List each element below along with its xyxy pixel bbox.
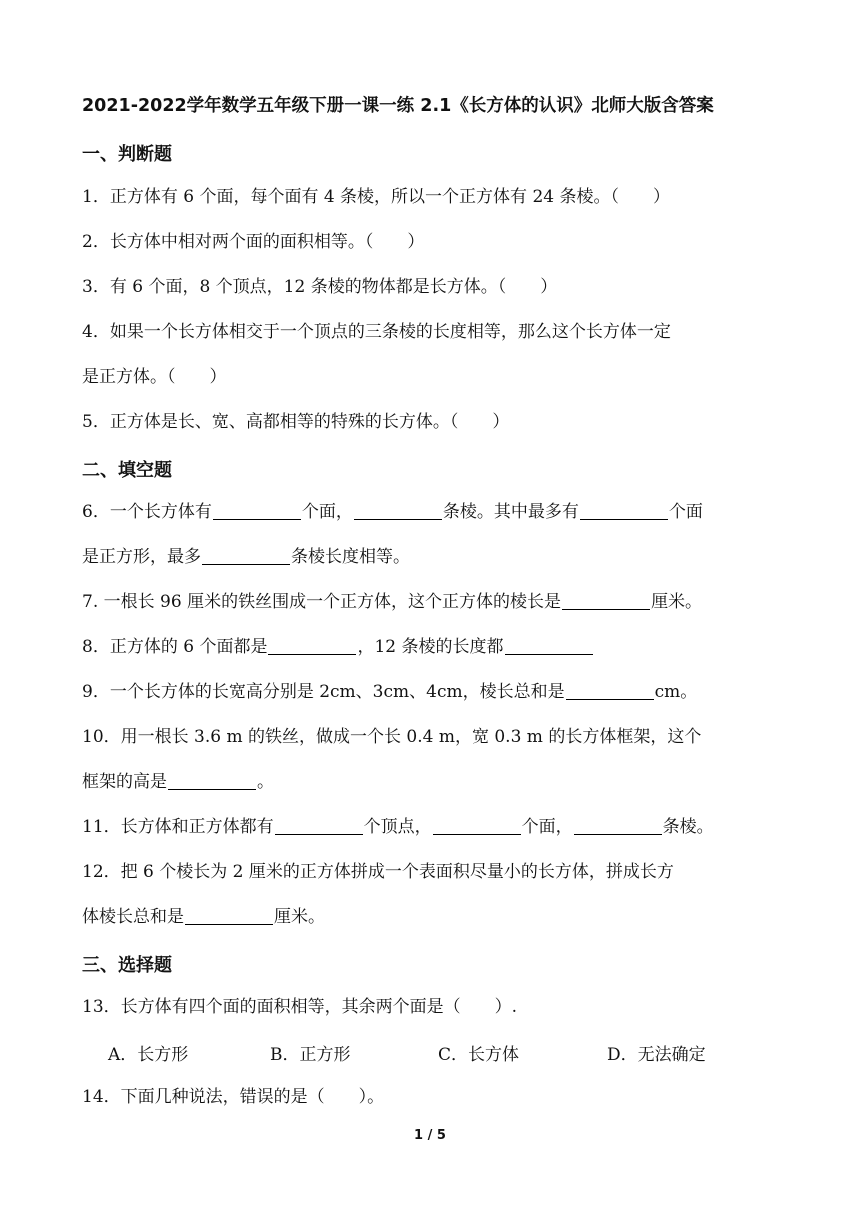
page-number: 1 / 5 [414, 1128, 446, 1143]
question-12-line-2 [82, 906, 325, 928]
question-5: 5．正方体是长、宽、高都相等的特殊的长方体。（ ） [82, 412, 510, 432]
question-8-text: ，12 条棱的长度都 [357, 637, 504, 657]
question-10-line-2 [82, 771, 274, 793]
answer-blank[interactable] [213, 501, 301, 520]
question-6-line-2 [82, 546, 410, 568]
answer-blank[interactable] [574, 816, 662, 835]
document-title: 2021-2022学年数学五年级下册一课一练 2.1《长方体的认识》北师大版含答案 [82, 96, 714, 116]
section-true-false: 一、判断题 [82, 144, 172, 165]
answer-blank[interactable] [275, 816, 363, 835]
question-10-text: 。 [257, 772, 274, 792]
question-11-text: 个顶点， [363, 817, 432, 837]
answer-blank[interactable] [580, 501, 668, 520]
question-6-text: 条棱长度相等。 [291, 547, 410, 567]
question-11-text: 个面， [521, 817, 573, 837]
question-7-text: 厘米。 [651, 592, 703, 612]
answer-blank[interactable] [268, 636, 356, 655]
question-4-line-1: 4．如果一个长方体相交于一个顶点的三条棱的长度相等，那么这个长方体一定 [82, 322, 671, 342]
question-12-line-1: 12．把 6 个棱长为 2 厘米的正方体拼成一个表面积尽量小的长方体，拼成长方 [82, 862, 674, 882]
answer-blank[interactable] [566, 681, 654, 700]
answer-blank[interactable] [433, 816, 521, 835]
question-7-text: 7. 一根长 96 厘米的铁丝围成一个正方体，这个正方体的棱长是 [82, 592, 562, 612]
question-6-text: 6．一个长方体有 [82, 502, 212, 522]
question-10-text: 框架的高是 [82, 772, 167, 792]
question-6-text: 条棱。其中最多有 [442, 502, 579, 522]
question-1: 1．正方体有 6 个面，每个面有 4 条棱，所以一个正方体有 24 条棱。（ ） [82, 187, 671, 207]
question-8-text: 8．正方体的 6 个面都是 [82, 637, 268, 657]
question-12-text: 厘米。 [274, 907, 325, 927]
question-4-line-2: 是正方体。（ ） [82, 367, 227, 387]
question-12-text: 体棱长总和是 [82, 907, 184, 927]
option-a[interactable]: A．长方形 [108, 1045, 189, 1065]
question-11-text: 11．长方体和正方体都有 [82, 817, 274, 837]
question-9 [82, 681, 697, 703]
answer-blank[interactable] [562, 591, 650, 610]
question-6-text: 个面， [301, 502, 353, 522]
question-14: 14．下面几种说法，错误的是（ ）。 [82, 1087, 385, 1107]
question-3: 3．有 6 个面，8 个顶点，12 条棱的物体都是长方体。（ ） [82, 277, 558, 297]
option-d[interactable]: D．无法确定 [607, 1045, 706, 1065]
section-multiple-choice: 三、选择题 [82, 955, 172, 976]
question-6-line-1 [82, 501, 703, 523]
question-13: 13．长方体有四个面的面积相等，其余两个面是（ ）. [82, 997, 518, 1017]
answer-blank[interactable] [202, 546, 290, 565]
answer-blank[interactable] [168, 771, 256, 790]
question-9-text: cm。 [654, 682, 698, 702]
option-b[interactable]: B．正方形 [270, 1045, 351, 1065]
question-2: 2．长方体中相对两个面的面积相等。（ ） [82, 232, 425, 252]
answer-blank[interactable] [354, 501, 442, 520]
question-11 [82, 816, 714, 838]
option-c[interactable]: C．长方体 [438, 1045, 520, 1065]
section-fill-blank: 二、填空题 [82, 460, 172, 481]
question-11-text: 条棱。 [662, 817, 714, 837]
answer-blank[interactable] [185, 906, 273, 925]
question-9-text: 9．一个长方体的长宽高分别是 2cm、3cm、4cm，棱长总和是 [82, 682, 565, 702]
question-6-text: 是正方形，最多 [82, 547, 201, 567]
question-10-line-1: 10．用一根长 3.6 m 的铁丝，做成一个长 0.4 m，宽 0.3 m 的长方体框架，这个 [82, 727, 702, 747]
question-6-text: 个面 [668, 502, 703, 522]
answer-blank[interactable] [505, 636, 593, 655]
question-7 [82, 591, 702, 613]
question-8 [82, 636, 594, 658]
